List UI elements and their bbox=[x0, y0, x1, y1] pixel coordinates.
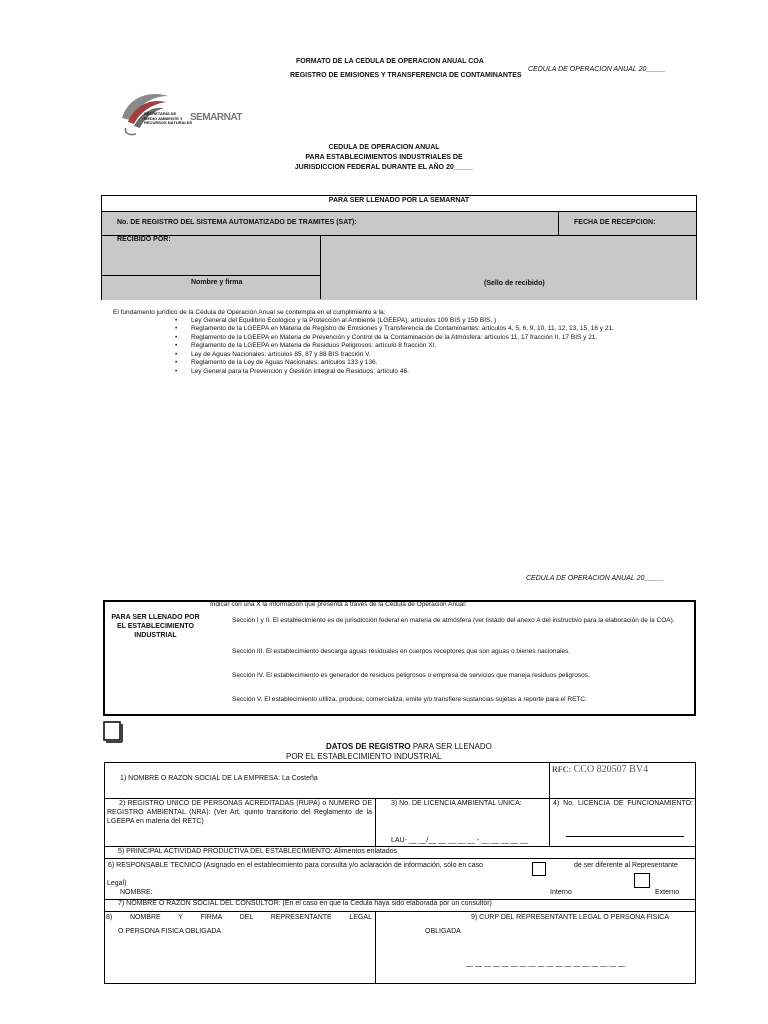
cedula-anual-label: CEDULA DE OPERACION ANUAL 20_____ bbox=[528, 66, 666, 73]
field-actividad[interactable]: 5) PRINCIPAL ACTIVIDAD PRODUCTIVA DEL ESTABLECIMIENTO: Alimentos enlatados bbox=[118, 848, 398, 855]
lau-field[interactable]: LAU- __ __/__ __ __ __ __ - __ __ __ __ __ bbox=[391, 837, 528, 844]
list-item: • Reglamento de la LGEEPA en Materia de Registro de Emisiones y Transferencia de Contaminantes: artículos 4, 5, 6, 9, 10, 11, 12, 13, 15, 16 y 21. bbox=[175, 325, 695, 333]
registro-form bbox=[104, 762, 696, 984]
registro-sat-label: No. DE REGISTRO DEL SISTEMA AUTOMATIZADO DE TRAMITES (SAT): bbox=[117, 219, 357, 226]
nombre-label: NOMBRE: bbox=[120, 889, 153, 896]
seccion-3[interactable]: Sección III. El establecimiento descarga aguas residuales en cuerpos receptores que son aguas o bienes nacionales. bbox=[232, 648, 571, 655]
recibido-por-label: RECIBIDO POR: bbox=[117, 236, 171, 243]
list-item: • Ley General para la Prevención y Gestión Integral de Residuos: artículo 46. bbox=[175, 368, 695, 376]
main-title-line1: CEDULA DE OPERACION ANUAL bbox=[328, 144, 440, 151]
seccion-1-2[interactable]: Sección I y II. El establecimiento es de jurisdicción federal en materia de atmósfera (ver listado del anexo A del instructivo para la elaboración de la COA). bbox=[232, 617, 675, 624]
divider bbox=[375, 911, 376, 984]
field-curp: 9) CURP DEL REPRESENTANTE LEGAL O PERSONA FISICA bbox=[471, 914, 669, 921]
field-licencia-ambiental: 3) No. DE LICENCIA AMBIENTAL UNICA: bbox=[391, 800, 522, 807]
datos-title-bold: DATOS DE REGISTRO bbox=[326, 742, 411, 751]
list-item: • Reglamento de la LGEEPA en Materia de Residuos Peligrosos: artículo 8 fracción XI. bbox=[175, 342, 695, 350]
divider bbox=[102, 275, 320, 276]
sello-label: (Sello de recibido) bbox=[484, 280, 545, 287]
divider bbox=[104, 911, 696, 912]
fundamento-intro: El fundamento jurídico de la Cédula de Operación Anual se contempla en el cumplimiento a la: bbox=[113, 309, 386, 316]
field-responsable-c: Legal) bbox=[107, 880, 127, 887]
curp-line[interactable]: — — — — — — — — — — — — — — — — — — bbox=[466, 963, 626, 970]
divider bbox=[549, 798, 550, 846]
field-licencia-funcionamiento: 4) No. LICENCIA DE FUNCIONAMIENTO: bbox=[553, 800, 693, 807]
divider bbox=[320, 235, 321, 299]
divider bbox=[104, 798, 696, 799]
divider bbox=[558, 211, 559, 235]
field-representante-b: O PERSONA FISICA OBLIGADA bbox=[118, 928, 222, 935]
field-responsable: 6) RESPONSABLE TECNICO (Asignado en el establecimiento para consulta y/o aclaración de información, sólo en caso bbox=[108, 862, 483, 869]
cedula-anual-label-2: CEDULA DE OPERACION ANUAL 20_____ bbox=[526, 575, 664, 582]
checkbox-icon[interactable] bbox=[103, 721, 123, 745]
logo-line: MEDIO AMBIENTE Y bbox=[144, 115, 183, 121]
field-rupa[interactable]: 2) REGISTRO UNICO DE PERSONAS ACREDITADAS (RUPA) o NUMERO DE REGISTRO AMBIENTAL (NRA): (Ver Art. quinto transitorio del Reglamento de la LGEEPA en materia del RETC) bbox=[107, 800, 372, 825]
list-item: • Reglamento de la LGEEPA en Materia de Prevención y Control de la Contaminación de la Atmósfera: artículos 11, 17 fracción II, 17 BIS y 21. bbox=[175, 334, 695, 342]
logo-line: RECURSOS NATURALES bbox=[144, 120, 193, 125]
form-title: FORMATO DE LA CEDULA DE OPERACION ANUAL COA bbox=[296, 58, 484, 65]
divider bbox=[549, 762, 550, 798]
establecimiento-label: PARA SER LLENADO POR EL ESTABLECIMIENTO INDUSTRIAL bbox=[111, 614, 200, 639]
datos-title-rest: PARA SER LLENADO bbox=[410, 742, 492, 751]
field-responsable-b: de ser diferente al Representante bbox=[574, 862, 678, 869]
list-item: • Ley de Aguas Nacionales: artículos 85, 87 y 88 BIS fracción V. bbox=[175, 351, 695, 359]
externo-label: Externo bbox=[655, 889, 680, 896]
field-consultor[interactable]: 7) NOMBRE O RAZON SOCIAL DEL CONSULTOR: (En el caso en que la Cédula haya sido elaborada por un consultor) bbox=[118, 900, 492, 907]
field-razon-social[interactable]: 1) NOMBRE O RAZON SOCIAL DE LA EMPRESA: La Costeña bbox=[120, 775, 318, 782]
fundamento-list bbox=[175, 317, 695, 376]
interno-label: Interno bbox=[550, 889, 572, 896]
fecha-recepcion-label: FECHA DE RECEPCION: bbox=[574, 219, 656, 226]
logo-line: SECRETARÍA DE bbox=[144, 111, 177, 116]
logo-brand: SEMARNAT bbox=[190, 112, 242, 123]
rfc-value: CCO 820507 BV4 bbox=[573, 764, 649, 775]
rfc-field[interactable] bbox=[552, 764, 648, 775]
datos-title-2: POR EL ESTABLECIMIENTO INDUSTRIAL bbox=[286, 752, 442, 761]
rfc-label: RFC: bbox=[552, 765, 572, 774]
seccion-4[interactable]: Sección IV. El establecimiento es generador de residuos peligrosos o empresa de servicios que maneja residuos peligrosos. bbox=[232, 672, 590, 679]
main-title-line2: PARA ESTABLECIMIENTOS INDUSTRIALES DE bbox=[305, 154, 463, 161]
datos-title bbox=[326, 742, 492, 752]
divider bbox=[102, 235, 696, 236]
licencia-funcionamiento-line[interactable] bbox=[566, 836, 684, 837]
field-representante: 8) NOMBRE Y FIRMA DEL REPRESENTANTE LEGAL bbox=[106, 914, 372, 921]
field-curp-b: OBLIGADA bbox=[425, 928, 461, 935]
seccion-5[interactable]: Sección V. El establecimiento utiliza, produce, comercializa, emite y/o transfiere sustancias sujetas a reporte para el RETC. bbox=[232, 696, 587, 703]
form-subtitle: REGISTRO DE EMISIONES Y TRANSFERENCIA DE CONTAMINANTES bbox=[290, 72, 522, 79]
externo-checkbox[interactable] bbox=[634, 873, 650, 888]
list-item: • Ley General del Equilibrio Ecológico y la Protección al Ambiente (LGEEPA): artículos 109 BIS y 159 BIS. ) bbox=[175, 317, 695, 325]
nombre-firma-label: Nombre y firma bbox=[191, 279, 243, 286]
indicar-label: Indicar con una X la información que presenta a través de la Cédula de Operación Anual: bbox=[210, 601, 467, 608]
interno-checkbox[interactable] bbox=[532, 862, 546, 876]
semarnat-logo bbox=[118, 88, 242, 138]
list-item: • Reglamento de la Ley de Aguas Nacionales: artículos 133 y 136. bbox=[175, 359, 695, 367]
main-title-line3: JURISDICCION FEDERAL DURANTE EL AÑO 20_____ bbox=[294, 164, 474, 171]
divider bbox=[104, 846, 696, 847]
divider bbox=[375, 798, 376, 846]
semarnat-box-header: PARA SER LLENADO POR LA SEMARNAT bbox=[328, 197, 470, 204]
divider bbox=[104, 858, 696, 859]
